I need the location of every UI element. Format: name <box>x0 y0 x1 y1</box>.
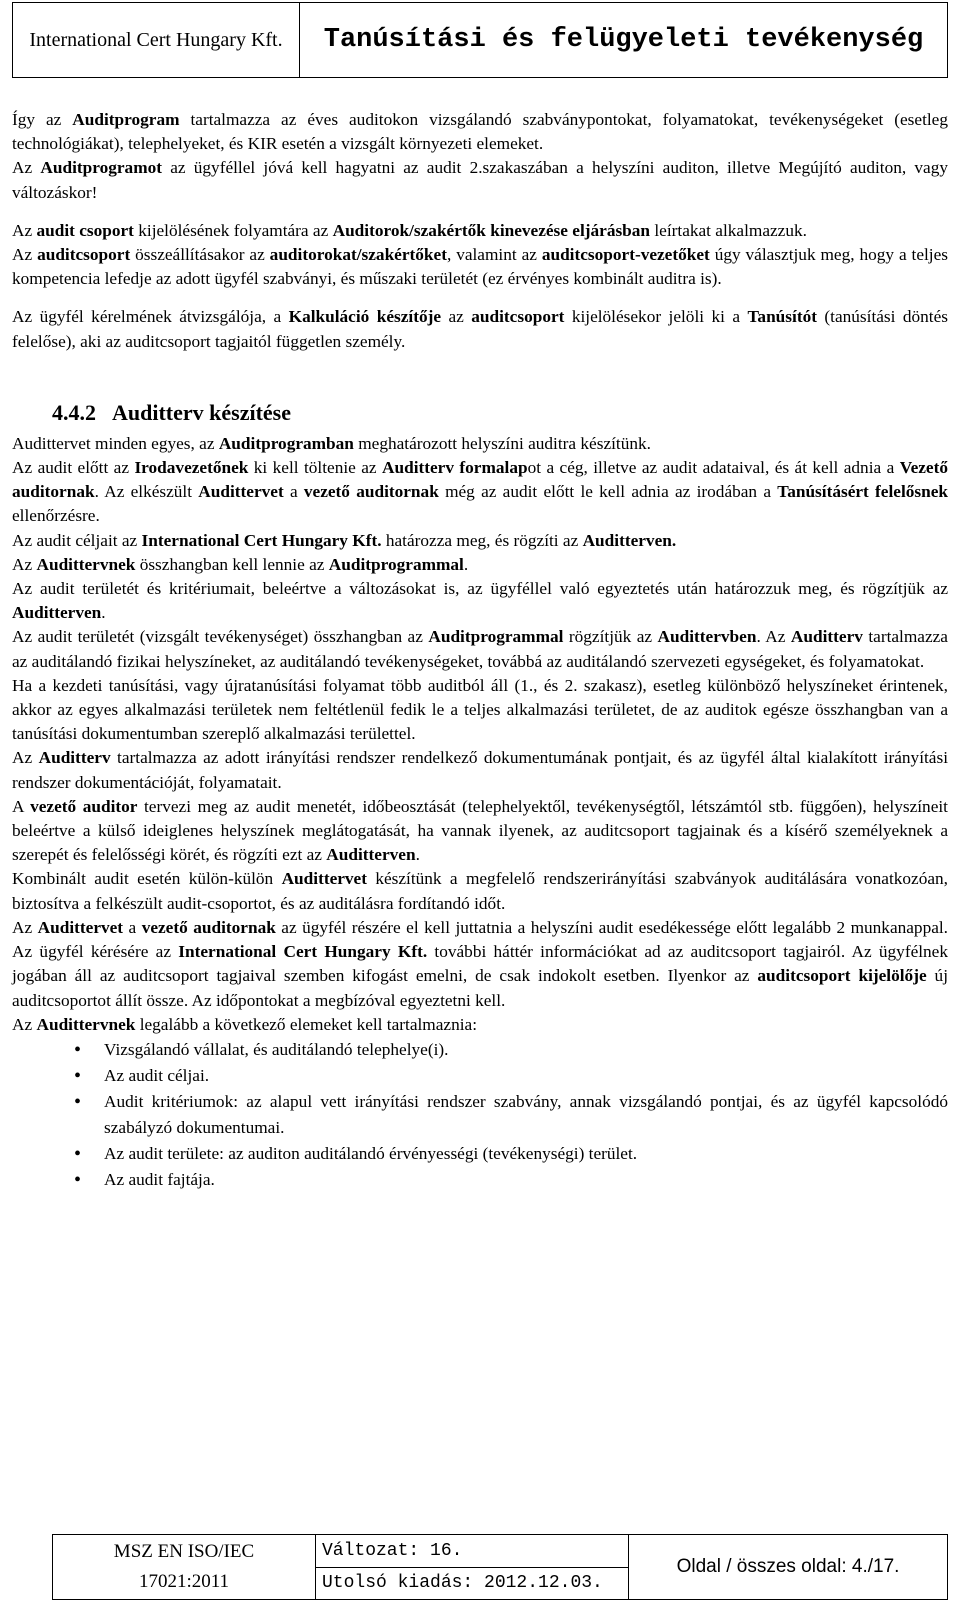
text-run: tartalmazza az adott irányítási rendszer rendelkező dokumentumának pontjait, és az ügyfél által kialakított irányítási rendszer dokumentációját, folyamatait. <box>12 748 948 792</box>
footer-version: Változat: 16. <box>316 1535 629 1568</box>
bold-text: Auditterven <box>326 845 416 865</box>
text-run: az ügyféllel jóvá kell hagyatni az audit 2.szakaszában a helyszíni auditon, illetve Megújító auditon, vagy változáskor! <box>12 158 948 202</box>
section-heading <box>52 398 948 428</box>
bold-text: Audittervet <box>37 917 124 937</box>
bold-text: Auditprogrammal <box>428 627 564 647</box>
text-run: tartalmazza az éves auditokon vizsgálandó szabványpontokat, folyamatokat, tevékenységeket (esetleg technológiákat), telephelyeket, és KIR esetén a vizsgált környezeti elemeket. <box>12 110 948 154</box>
text-run: , valamint az <box>446 245 542 265</box>
bold-text: audit csoport <box>36 220 134 240</box>
bold-text: Auditprogramot <box>40 158 162 178</box>
text-run: (tanúsítási döntés felelőse), aki az auditcsoport tagjaitól független személy. <box>12 307 948 351</box>
footer-last-issue: Utolsó kiadás: 2012.12.03. <box>316 1567 629 1600</box>
text-run: legalább a következő elemeket kell tartalmaznia: <box>135 1014 477 1034</box>
bold-text: Auditterven <box>12 603 102 623</box>
text-run: további háttér információkat ad az auditcsoport tagjairól. Az ügyfélnek jogában áll az auditcsoport tagjaival szemben kifogást emelni, de csak indokolt esetben. Ilyenkor az <box>12 942 948 986</box>
bold-text: Auditprogramban <box>218 433 354 453</box>
text-run: az <box>441 307 472 327</box>
paragraph <box>12 867 948 915</box>
intro-paragraphs <box>12 108 948 354</box>
text-run: . <box>415 845 420 865</box>
bullet-list <box>12 1037 948 1193</box>
bold-text: International Cert Hungary Kft. <box>141 530 382 550</box>
bold-text: auditcsoport kijelölője <box>757 966 927 986</box>
text-run: . <box>101 603 106 623</box>
bold-text: vezető auditornak <box>303 482 439 502</box>
bold-text: Audittervnek <box>36 554 136 574</box>
text-run: ot a cég, illetve az audit adataival, és át kell adnia a <box>527 458 900 478</box>
bold-text: vezető auditornak <box>141 917 276 937</box>
list-item: • Az audit fajtája. <box>104 1167 948 1193</box>
text-run: tartalmazza az auditálandó fizikai helyszíneket, az auditálandó tevékenységeket, továbbá az auditálandó szervezeti egységeket, és folyamatokat. <box>12 627 948 671</box>
footer-standard-line1: MSZ EN ISO/IEC <box>113 1541 255 1562</box>
text-run: Az audit előtt az <box>12 458 135 478</box>
bold-text: vezető auditor <box>30 796 138 816</box>
bold-text: Audittervnek <box>36 1014 136 1034</box>
bold-text: Kalkuláció készítője <box>288 307 442 327</box>
bold-text: Irodavezetőnek <box>134 458 249 478</box>
text-run: Az <box>12 1014 37 1034</box>
text-run: rögzítjük az <box>563 627 658 647</box>
text-run: úgy választjuk meg, hogy a teljes kompetencia lefedje az adott ügyfél szabványi, és műszaki területét (ez érvényes kombinált auditra is). <box>12 245 948 289</box>
paragraph <box>12 243 948 291</box>
text-run: Az <box>12 917 38 937</box>
bold-text: Vezető auditornak <box>12 458 948 502</box>
text-run: ellenőrzésre. <box>12 506 100 526</box>
footer-standard-line2: 17021:2011 <box>138 1571 230 1592</box>
bold-text: auditcsoport <box>37 245 131 265</box>
list-item: • Az audit céljai. <box>104 1063 948 1089</box>
text-run: Az audit területét és kritériumait, beleértve a változásokat is, az ügyféllel való egyeztetés után határozzuk meg, és rögzítjük az <box>12 579 948 599</box>
text-run: Az <box>12 158 41 178</box>
paragraph <box>12 305 948 353</box>
bold-text: Auditterven. <box>582 530 677 550</box>
text-run: Kombinált audit esetén külön-külön <box>12 869 282 889</box>
bold-text: Tanúsítót <box>747 307 817 327</box>
text-run: A <box>12 796 31 816</box>
paragraph <box>12 795 948 868</box>
bold-text: Auditterv <box>790 627 863 647</box>
bold-text: Audittervben <box>657 627 757 647</box>
section-title: Auditterv készítése <box>112 399 292 425</box>
footer-standard <box>53 1535 316 1600</box>
text-run: még az audit előtt le kell adnia az irodában a <box>438 482 778 502</box>
bold-text: Audittervet <box>281 869 367 889</box>
text-run: új auditcsoportot állít össze. Az időpontokat a megbízóval egyeztetni kell. <box>12 966 948 1010</box>
text-run: leírtakat alkalmazzuk. <box>650 220 807 240</box>
text-run: Audittervet minden egyes, az <box>12 433 219 453</box>
paragraph <box>12 674 948 747</box>
section-number: 4.4.2 <box>52 399 96 425</box>
list-item: • Vizsgálandó vállalat, és auditálandó telephelye(i). <box>104 1037 948 1063</box>
paragraph <box>12 916 948 1013</box>
paragraph <box>12 432 948 456</box>
text-run: készítünk a megfelelő rendszerirányítási szabványok auditálására vonatkozóan, biztosítva a felkészült audit-csoportot, és az auditálásra fordítandó időt. <box>12 869 949 913</box>
list-item: • Az audit területe: az auditon auditálandó érvényességi (tevékenységi) terület. <box>104 1141 948 1167</box>
bold-text: Auditterv <box>38 748 111 768</box>
page-footer <box>52 1534 948 1600</box>
bold-text: auditorokat/szakértőket <box>269 245 447 265</box>
bold-text: Tanúsításért felelősnek <box>777 482 949 502</box>
text-run: . Az elkészült <box>94 482 199 502</box>
text-run: Az <box>12 554 37 574</box>
text-run: Az audit területét (vizsgált tevékenységet) összhangban az <box>12 627 429 647</box>
bold-text: Auditterv formalap <box>382 458 528 478</box>
paragraph <box>12 577 948 625</box>
paragraph <box>12 456 948 529</box>
text-run: összeállításakor az <box>130 245 270 265</box>
paragraph <box>12 553 948 577</box>
paragraph <box>12 156 948 204</box>
text-run: kijelölésekor jelöli ki a <box>564 307 748 327</box>
text-run: Az audit céljait az <box>12 530 142 550</box>
page-header <box>12 2 948 78</box>
text-run: kijelölésének folyamtára az <box>133 220 333 240</box>
paragraph <box>12 1013 948 1037</box>
paragraph <box>12 108 948 156</box>
text-run: a <box>283 482 304 502</box>
bold-text: auditcsoport <box>471 307 565 327</box>
paragraph <box>12 746 948 794</box>
footer-page-number: Oldal / összes oldal: 4./17. <box>629 1535 948 1600</box>
text-run: Az ügyfél kérelmének átvizsgálója, a <box>12 307 289 327</box>
text-run: ki kell töltenie az <box>248 458 382 478</box>
text-run: az ügyfél részére el kell juttatnia a helyszíni audit esedékessége előtt legalább 2 munkanappal. Az ügyfél kérésére az <box>12 917 948 962</box>
text-run: meghatározott helyszíni auditra készítünk. <box>353 433 651 453</box>
section-paragraphs <box>12 432 948 1037</box>
paragraph <box>12 219 948 243</box>
text-run: Az <box>12 220 37 240</box>
text-run: összhangban kell lennie az <box>135 554 329 574</box>
text-run: Az <box>12 245 38 265</box>
paragraph <box>12 625 948 673</box>
document-title: Tanúsítási és felügyeleti tevékenység <box>300 3 948 78</box>
text-run: tervezi meg az audit menetét, időbeosztását (telephelyektől, tevékenységtől, létszámtól stb. függően), helyszíneit beleértve a külső ideiglenes helyszínek meglátogatását, ha vannak ilyenek, az auditcsoport tagjainak és a kísérő személyeknek a szerepét és felelősségi körét, és rögzíti ezt az <box>12 796 948 865</box>
bold-text: Auditprogram <box>72 110 180 129</box>
bold-text: Auditprogrammal <box>328 554 464 574</box>
text-run: határozza meg, és rögzíti az <box>381 530 583 550</box>
document-body <box>12 108 948 1193</box>
text-run: Így az <box>12 110 73 129</box>
bold-text: auditcsoport-vezetőket <box>541 245 710 265</box>
paragraph <box>12 529 948 553</box>
text-run: . <box>463 554 469 574</box>
company-name: International Cert Hungary Kft. <box>13 3 300 78</box>
text-run: Ha a kezdeti tanúsítási, vagy újratanúsítási folyamat több auditból áll (1., és 2. szakasz), esetleg különböző helyszíneket érintenek, akkor az egyes alkalmazási területek nem feltétlenül fedik le a teljes alkalmazási területet, de az auditok egésze összhangban van a tanúsítási dokumentumban szereplő alkalmazási területtel. <box>12 675 948 744</box>
bold-text: Audittervet <box>198 482 284 502</box>
bold-text: International Cert Hungary Kft. <box>178 942 428 962</box>
bold-text: Auditorok/szakértők kinevezése eljárásban <box>332 220 651 240</box>
list-item: • Audit kritériumok: az alapul vett irányítási rendszer szabvány, annak vizsgálandó pontjai, és az ügyfél kapcsolódó szabályzó dokumentumai. <box>104 1089 948 1141</box>
text-run: a <box>123 917 142 937</box>
text-run: Az <box>12 748 39 768</box>
text-run: . Az <box>756 627 791 647</box>
